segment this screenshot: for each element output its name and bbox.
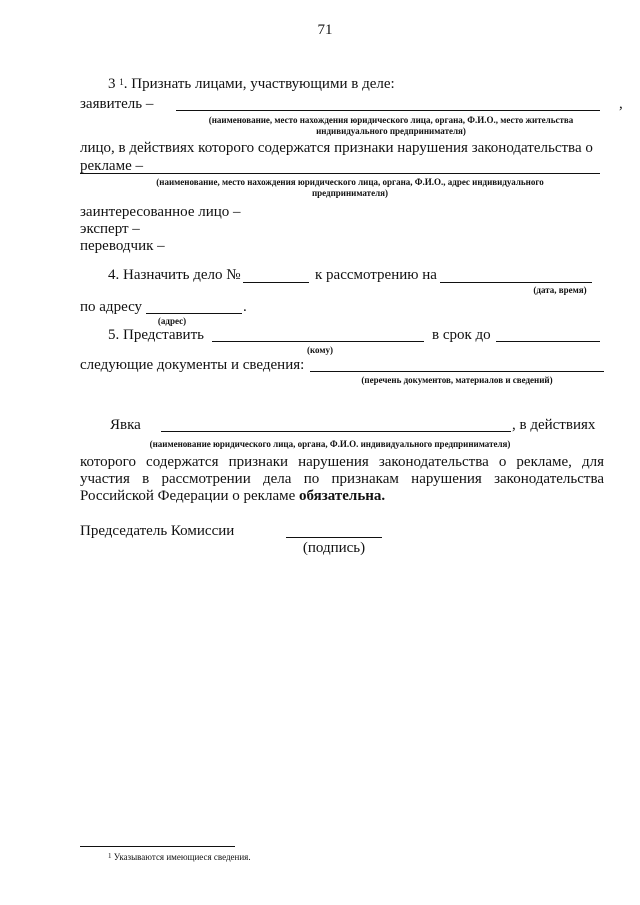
violator-text-line-1: лицо, в действиях которого содержатся признаки нарушения законодательства о	[80, 140, 593, 156]
item-5-text-2: в срок до	[432, 327, 491, 343]
item-3-number: 3	[108, 76, 116, 92]
recipient-field-line	[212, 341, 424, 342]
item-3-heading	[108, 76, 395, 93]
translator-label: переводчик –	[80, 238, 165, 254]
chairman-label: Председатель Комиссии	[80, 523, 235, 539]
applicant-field-line	[176, 110, 600, 111]
documents-label: следующие документы и сведения:	[80, 357, 305, 373]
page-number: 71	[317, 22, 333, 38]
violator-text-line-2: рекламе –	[80, 158, 143, 174]
address-field-line	[146, 313, 242, 314]
attendance-text-line-2: участия в рассмотрении дела по признакам нарушения законодательства	[80, 471, 604, 487]
applicant-hint-line-2: индивидуального предпринимателя)	[316, 126, 466, 136]
violator-hint-line-2: предпринимателя)	[311, 188, 389, 198]
interested-person-label: заинтересованное лицо –	[80, 204, 241, 220]
applicant-label: заявитель –	[80, 96, 154, 112]
attendance-end: , в действиях	[512, 417, 596, 433]
documents-field-line	[310, 371, 604, 372]
footnote	[108, 852, 251, 863]
violator-hint-line-1: (наименование, место нахождения юридического лица, органа, Ф.И.О., адрес индивидуального	[156, 177, 544, 187]
case-number-field-line	[243, 282, 309, 283]
attendance-text-line-1: которого содержатся признаки нарушения законодательства о рекламе, для	[80, 454, 604, 470]
attendance-hint: (наименование юридического лица, органа, Ф.И.О. индивидуального предпринимателя)	[149, 439, 511, 449]
signature-field-line	[286, 537, 382, 538]
deadline-field-line	[496, 341, 600, 342]
applicant-comma: ,	[619, 96, 623, 112]
applicant-hint-line-1: (наименование, место нахождения юридического лица, органа, Ф.И.О., место жительства	[208, 115, 574, 125]
footnote-reference: 1	[119, 77, 124, 87]
datetime-field-line	[440, 282, 592, 283]
footnote-separator	[80, 846, 235, 847]
attendance-field-line	[161, 431, 511, 432]
address-hint: (адрес)	[157, 316, 187, 326]
address-end: .	[243, 299, 247, 315]
violator-field-line	[80, 173, 600, 174]
documents-hint: (перечень документов, материалов и сведений)	[361, 375, 553, 385]
attendance-label: Явка	[110, 417, 141, 433]
attendance-text-line-3	[80, 488, 385, 505]
datetime-hint: (дата, время)	[533, 285, 587, 295]
item-3-text: . Признать лицами, участвующими в деле:	[123, 76, 395, 92]
item-5-text-1: 5. Представить	[108, 327, 204, 343]
attendance-text-line-3-regular: Российской Федерации о рекламе	[80, 488, 300, 504]
attendance-mandatory-word: обязательна.	[299, 488, 386, 504]
item-4-text-2: к рассмотрению на	[315, 267, 437, 283]
recipient-hint: (кому)	[306, 345, 334, 355]
expert-label: эксперт –	[80, 221, 140, 237]
footnote-mark: 1	[108, 852, 112, 860]
item-4-text-1: 4. Назначить дело №	[108, 267, 241, 283]
footnote-text: Указываются имеющиеся сведения.	[113, 852, 251, 862]
signature-hint: (подпись)	[302, 540, 366, 556]
address-label: по адресу	[80, 299, 143, 315]
